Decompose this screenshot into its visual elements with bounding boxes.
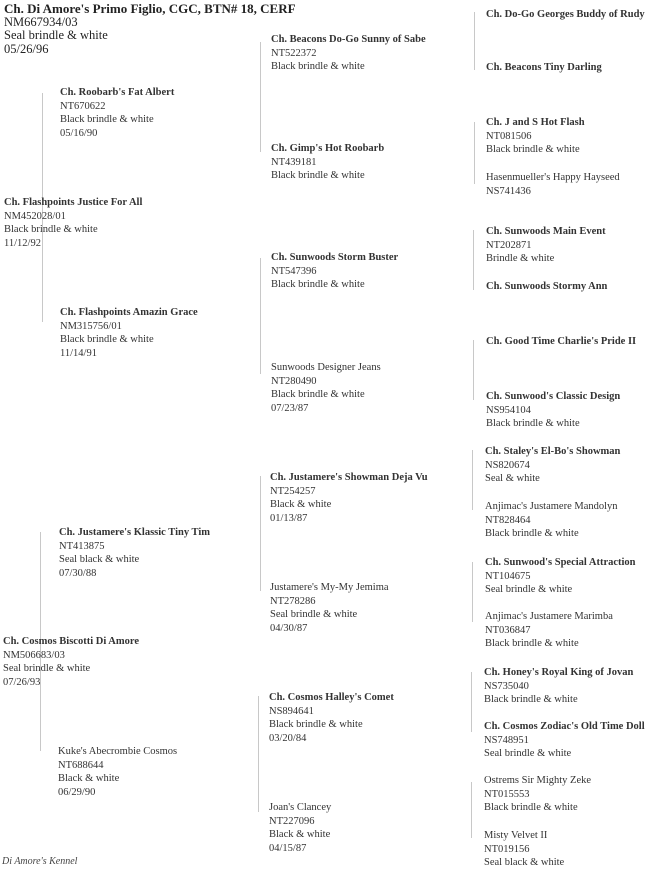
dog-color: Black brindle & white bbox=[271, 170, 365, 182]
dog-name: Misty Velvet II bbox=[484, 830, 548, 841]
dog-name: Ch. Cosmos Halley's Comet bbox=[269, 692, 394, 703]
dog-color: Black brindle & white bbox=[4, 224, 98, 236]
connector-line bbox=[474, 12, 475, 70]
dog-dob: 07/23/87 bbox=[271, 402, 309, 414]
ancestor-dog bbox=[484, 666, 633, 707]
dog-name: Joan's Clancey bbox=[269, 802, 332, 813]
dog-color: Black & white bbox=[269, 829, 331, 841]
ancestor-dog bbox=[484, 720, 645, 761]
dog-name: Anjimac's Justamere Marimba bbox=[485, 611, 613, 622]
dog-registration: NT670622 bbox=[60, 100, 106, 112]
dog-dob: 05/16/90 bbox=[60, 127, 98, 139]
dog-color: Black brindle & white bbox=[484, 694, 578, 706]
connector-line bbox=[258, 696, 259, 812]
dog-dob: 01/13/87 bbox=[270, 512, 308, 524]
dog-name: Ch. Honey's Royal King of Jovan bbox=[484, 667, 634, 678]
dog-color: Seal black & white bbox=[59, 554, 140, 566]
dog-registration: NT278286 bbox=[270, 595, 316, 607]
dog-name: Ch. Cosmos Biscotti Di Amore bbox=[3, 636, 140, 647]
dog-color: Black & white bbox=[270, 499, 332, 511]
dog-dob: 07/26/93 bbox=[3, 676, 41, 688]
ancestor-dog bbox=[486, 390, 620, 431]
dog-color: Black brindle & white bbox=[486, 144, 580, 156]
dog-color: Black brindle & white bbox=[60, 334, 154, 346]
sire-dam-dog bbox=[60, 306, 198, 360]
ancestor-dog bbox=[484, 829, 564, 870]
dog-registration: NT522372 bbox=[271, 47, 317, 59]
dog-registration: NT081506 bbox=[486, 130, 532, 142]
dog-name: Ch. Justamere's Showman Deja Vu bbox=[270, 472, 428, 483]
dog-color: Black brindle & white bbox=[485, 528, 579, 540]
dog-registration: NT413875 bbox=[59, 540, 105, 552]
dog-registration: NM315756/01 bbox=[60, 320, 122, 332]
dog-registration: NS820674 bbox=[485, 459, 530, 471]
ancestor-dog bbox=[486, 225, 606, 266]
dog-name: Justamere's My-My Jemima bbox=[270, 582, 389, 593]
dog-color: Seal brindle & white bbox=[484, 748, 572, 760]
dog-color: Black brindle & white bbox=[485, 638, 579, 650]
dog-registration: NS894641 bbox=[269, 705, 314, 717]
dog-registration: NT019156 bbox=[484, 843, 530, 855]
dog-registration: NS735040 bbox=[484, 680, 529, 692]
dog-registration: NT036847 bbox=[485, 624, 531, 636]
dog-registration: NT104675 bbox=[485, 570, 531, 582]
ancestor-dog bbox=[486, 171, 620, 198]
dog-name: Hasenmueller's Happy Hayseed bbox=[486, 172, 620, 183]
dam-dam-dam-dog bbox=[269, 801, 331, 855]
dog-color: Brindle & white bbox=[486, 253, 555, 265]
dog-name: Ch. Beacons Tiny Darling bbox=[486, 62, 602, 73]
dog-registration: NT688644 bbox=[58, 759, 104, 771]
dog-registration: NM667934/03 bbox=[4, 14, 78, 29]
ancestor-dog bbox=[486, 280, 607, 294]
dog-name: Anjimac's Justamere Mandolyn bbox=[485, 501, 618, 512]
ancestor-dog bbox=[486, 61, 602, 75]
connector-line bbox=[472, 562, 473, 622]
dog-registration: NT547396 bbox=[271, 265, 317, 277]
dog-dob: 05/26/96 bbox=[4, 41, 49, 56]
dog-color: Seal & white bbox=[485, 473, 540, 485]
dog-dob: 11/12/92 bbox=[4, 237, 41, 249]
dog-name: Ch. Beacons Do-Go Sunny of Sabe bbox=[271, 34, 426, 45]
connector-line bbox=[471, 782, 472, 838]
sire-dam-sire-dog bbox=[271, 251, 398, 292]
dog-dob: 06/29/90 bbox=[58, 786, 96, 798]
ancestor-dog bbox=[486, 335, 636, 349]
sire-sire-dam-dog bbox=[271, 142, 384, 183]
connector-line bbox=[260, 42, 261, 152]
dog-color: Black brindle & white bbox=[271, 61, 365, 73]
dog-registration: NM452028/01 bbox=[4, 210, 66, 222]
dog-name: Ch. Sunwoods Main Event bbox=[486, 226, 606, 237]
dog-name: Ch. Flashpoints Justice For All bbox=[4, 197, 143, 208]
dog-color: Black brindle & white bbox=[271, 389, 365, 401]
dog-dob: 04/15/87 bbox=[269, 842, 307, 854]
dog-color: Seal brindle & white bbox=[485, 584, 573, 596]
ancestor-dog bbox=[484, 774, 591, 815]
dam-dam-dog bbox=[58, 745, 177, 799]
dog-registration: NS748951 bbox=[484, 734, 529, 746]
connector-line bbox=[260, 476, 261, 591]
dog-registration: NT015553 bbox=[484, 788, 530, 800]
sire-dog bbox=[4, 196, 142, 250]
dog-name: Ch. Di Amore's Primo Figlio, CGC, BTN# 18, CERF bbox=[4, 1, 296, 16]
sire-sire-dog bbox=[60, 86, 174, 140]
dog-registration: NS741436 bbox=[486, 185, 531, 197]
ancestor-dog bbox=[485, 556, 636, 597]
dog-name: Ch. Sunwood's Special Attraction bbox=[485, 557, 636, 568]
dog-name: Sunwoods Designer Jeans bbox=[271, 362, 381, 373]
dog-color: Seal brindle & white bbox=[270, 609, 358, 621]
connector-line bbox=[471, 672, 472, 732]
connector-line bbox=[472, 450, 473, 510]
dog-dob: 11/14/91 bbox=[60, 347, 97, 359]
dog-name: Kuke's Abecrombie Cosmos bbox=[58, 746, 178, 757]
dog-color: Black brindle & white bbox=[60, 114, 154, 126]
dog-color: Black brindle & white bbox=[271, 279, 365, 291]
dog-name: Ostrems Sir Mighty Zeke bbox=[484, 775, 592, 786]
dam-dam-sire-dog bbox=[269, 691, 394, 745]
dog-registration: NT280490 bbox=[271, 375, 317, 387]
kennel-signature: Di Amore's Kennel bbox=[2, 856, 78, 867]
dog-name: Ch. Roobarb's Fat Albert bbox=[60, 87, 175, 98]
ancestor-dog bbox=[485, 500, 618, 541]
dog-name: Ch. J and S Hot Flash bbox=[486, 117, 585, 128]
connector-line bbox=[473, 340, 474, 400]
dog-registration: NT254257 bbox=[270, 485, 316, 497]
dog-registration: NS954104 bbox=[486, 404, 531, 416]
dog-dob: 07/30/88 bbox=[59, 567, 97, 579]
dog-color: Seal black & white bbox=[484, 857, 565, 869]
dog-name: Ch. Do-Go Georges Buddy of Rudy bbox=[486, 9, 645, 20]
dam-sire-dam-dog bbox=[270, 581, 389, 635]
dog-registration: NT227096 bbox=[269, 815, 315, 827]
dog-color: Black brindle & white bbox=[486, 418, 580, 430]
sire-dam-dam-dog bbox=[271, 361, 381, 415]
dam-dog bbox=[3, 635, 139, 689]
dog-dob: 03/20/84 bbox=[269, 732, 307, 744]
dog-color: Seal brindle & white bbox=[4, 28, 108, 42]
dog-registration: NT202871 bbox=[486, 239, 532, 251]
dog-color: Black brindle & white bbox=[484, 802, 578, 814]
sire-sire-sire-dog bbox=[271, 33, 426, 74]
dog-color: Seal brindle & white bbox=[3, 663, 91, 675]
dog-dob: 04/30/87 bbox=[270, 622, 308, 634]
dam-sire-dog bbox=[59, 526, 210, 580]
dog-name: Ch. Staley's El-Bo's Showman bbox=[485, 446, 621, 457]
dog-name: Ch. Good Time Charlie's Pride II bbox=[486, 336, 637, 347]
dog-color: Black & white bbox=[58, 773, 120, 785]
connector-line bbox=[474, 122, 475, 184]
dog-name: Ch. Sunwoods Storm Buster bbox=[271, 252, 399, 263]
ancestor-dog bbox=[485, 610, 613, 651]
ancestor-dog bbox=[486, 8, 645, 22]
dog-registration: NT439181 bbox=[271, 156, 317, 168]
dog-name: Ch. Gimp's Hot Roobarb bbox=[271, 143, 385, 154]
dog-name: Ch. Cosmos Zodiac's Old Time Doll bbox=[484, 721, 645, 732]
dog-name: Ch. Justamere's Klassic Tiny Tim bbox=[59, 527, 211, 538]
dog-name: Ch. Sunwood's Classic Design bbox=[486, 391, 621, 402]
connector-line bbox=[260, 258, 261, 374]
dam-sire-sire-dog bbox=[270, 471, 428, 525]
ancestor-dog bbox=[485, 445, 620, 486]
subject-dog bbox=[4, 2, 296, 56]
dog-registration: NT828464 bbox=[485, 514, 531, 526]
connector-line bbox=[473, 230, 474, 290]
dog-color: Black brindle & white bbox=[269, 719, 363, 731]
dog-name: Ch. Sunwoods Stormy Ann bbox=[486, 281, 608, 292]
dog-registration: NM506683/03 bbox=[3, 649, 65, 661]
ancestor-dog bbox=[486, 116, 585, 157]
dog-name: Ch. Flashpoints Amazin Grace bbox=[60, 307, 198, 318]
